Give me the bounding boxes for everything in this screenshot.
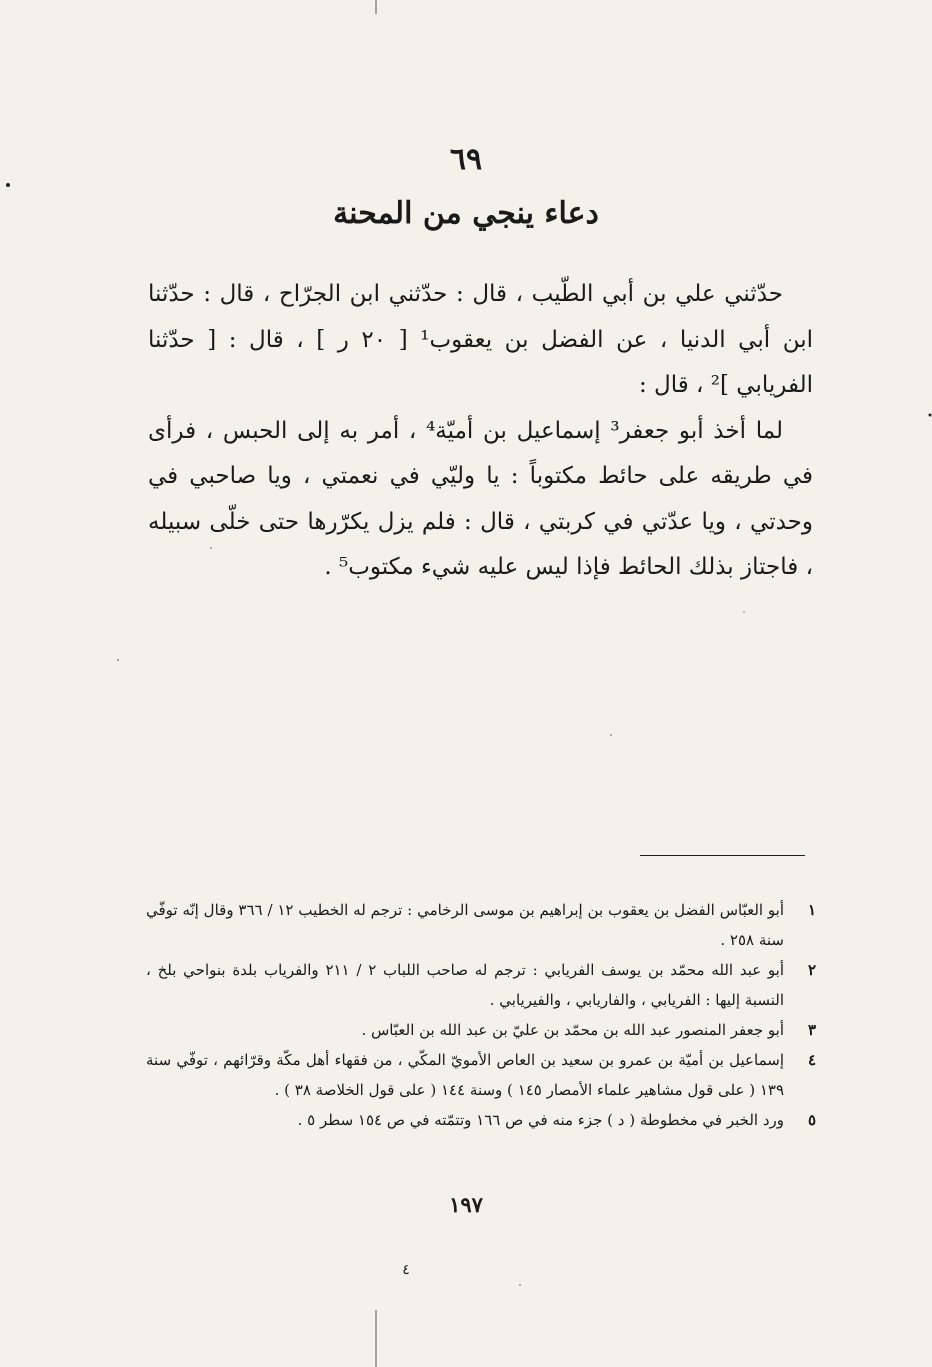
signature-mark: ٤ [402, 1262, 410, 1278]
paragraph: حدّثني علي بن أبي الطّيب ، قال : حدّثني ابن الجرّاح ، قال : حدّثنا ابن أبي الدنيا ، عن الفضل بن يعقوب¹ [ ٢٠ ر ] ، قال : [ حدّثنا الفريابي ]² ، قال : [148, 281, 813, 398]
footnote-text: أبو جعفر المنصور عبد الله بن محمّد بن عليّ بن عبد الله بن العبّاس . [361, 1021, 784, 1039]
footnote-text: أبو عبد الله محمّد بن يوسف الفريابي : ترجم له صاحب اللباب ٢ / ٢١١ والفرياب بلدة بنواحي بلخ ، النسبة إليها : الفريابي ، والفاريابي ، والفيريابي . [146, 961, 785, 1009]
section-number: ٦٩ [449, 142, 483, 177]
footnote-number: ٤ [807, 1051, 816, 1069]
page-number: ١٩٧ [449, 1192, 483, 1217]
speck [610, 734, 612, 736]
footnote-number: ٥ [807, 1111, 816, 1129]
section-title: دعاء ينجي من المحنة [333, 196, 599, 231]
footnote-text: ورد الخبر في مخطوطة ( د ) جزء منه في ص ١٦٦ وتتمّته في ص ١٥٤ سطر ٥ . [297, 1111, 784, 1129]
main-text [148, 272, 813, 591]
paragraph: لما أخذ أبو جعفر³ إسماعيل بن أميّة⁴ ، أمر به إلى الحبس ، فرأى في طريقه على حائط مكتوباً : يا وليّي في نعمتي ، ويا صاحبي في وحدتي ، ويا عدّتي في كربتي ، قال : فلم يزل يكرّرها حتى خلّى سبيله ، فاجتاز بذلك الحائط فإذا ليس عليه شيء مكتوب⁵ . [148, 417, 813, 580]
footnote-text: إسماعيل بن أميّة بن عمرو بن سعيد بن العاص الأمويّ المكّي ، من فقهاء أهل مكّة وقرّائهم ، توفّي سنة ١٣٩ ( على قول مشاهير علماء الأمصار ١٤٥ ) وسنة ١٤٤ ( على قول الخلاصة ٣٨ ) . [146, 1051, 784, 1099]
footnote-number: ٣ [807, 1021, 816, 1039]
speck [743, 611, 745, 613]
footnote-text: أبو العبّاس الفضل بن يعقوب بن إبراهيم بن موسى الرخامي : ترجم له الخطيب ١٢ / ٣٦٦ وقال إنّه توفّي سنة ٢٥٨ . [146, 901, 785, 949]
speck [117, 659, 119, 661]
footnotes [146, 895, 816, 1135]
speck [6, 183, 10, 187]
speck [929, 414, 932, 417]
speck [519, 1284, 521, 1286]
footnote-item [146, 895, 816, 955]
footnote-item [146, 1105, 816, 1135]
footnote-number: ٢ [807, 961, 816, 979]
footnote-item [146, 955, 816, 1015]
footnote-number: ١ [807, 901, 816, 919]
footnote-separator [640, 855, 805, 856]
footnote-item [146, 1045, 816, 1105]
footnote-item [146, 1015, 816, 1045]
